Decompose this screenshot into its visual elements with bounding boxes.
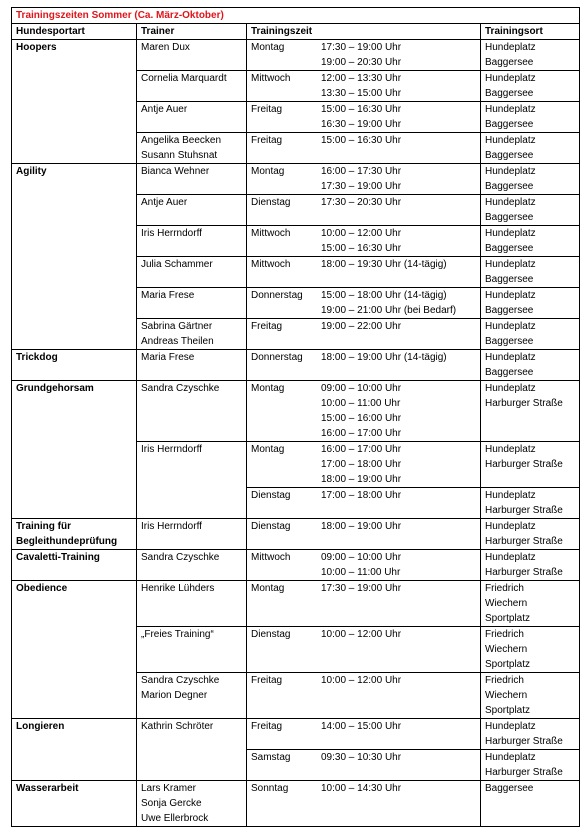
location-cell xyxy=(481,750,580,781)
trainer-cell xyxy=(137,550,247,581)
day-label: Dienstag xyxy=(251,629,291,640)
header-zeit: Trainingszeit xyxy=(247,24,481,40)
time-value: 17:30 – 20:30 Uhr xyxy=(321,197,402,208)
time-cell xyxy=(247,673,481,719)
time-line xyxy=(251,288,476,303)
time-line xyxy=(251,581,476,596)
location-line: Hundeplatz xyxy=(485,321,536,332)
trainer-cell xyxy=(137,781,247,827)
location-line: Baggersee xyxy=(485,57,534,68)
location-line: Hundeplatz xyxy=(485,490,536,501)
time-cell xyxy=(247,350,481,381)
table-row xyxy=(12,519,580,550)
time-cell xyxy=(247,381,481,442)
location-cell xyxy=(481,550,580,581)
table-row xyxy=(12,781,580,827)
trainer-cell xyxy=(137,226,247,257)
sport-label: Cavaletti-Training xyxy=(16,552,100,563)
time-line xyxy=(251,750,476,765)
time-value: 15:00 – 16:30 Uhr xyxy=(321,243,402,254)
day-label: Mittwoch xyxy=(251,259,291,270)
trainer-cell xyxy=(137,719,247,781)
location-line: Harburger Straße xyxy=(485,567,563,578)
trainer-name: Sandra Czyschke xyxy=(141,675,220,686)
time-value: 19:00 – 20:30 Uhr xyxy=(321,57,402,68)
table-row xyxy=(12,550,580,581)
location-line: Sportplatz xyxy=(485,613,531,624)
day-label: Freitag xyxy=(251,721,283,732)
location-line: Hundeplatz xyxy=(485,552,536,563)
time-value: 15:00 – 16:30 Uhr xyxy=(321,135,402,146)
day-label: Dienstag xyxy=(251,490,291,501)
location-line: Baggersee xyxy=(485,181,534,192)
day-label: Montag xyxy=(251,42,285,53)
time-line xyxy=(251,71,476,86)
trainer-name: Sandra Czyschke xyxy=(141,383,220,394)
trainer-cell xyxy=(137,627,247,673)
trainer-cell xyxy=(137,288,247,319)
day-label: Dienstag xyxy=(251,197,291,208)
trainer-name: Kathrin Schröter xyxy=(141,721,214,732)
day-label: Montag xyxy=(251,383,285,394)
location-line: Hundeplatz xyxy=(485,104,536,115)
trainer-cell xyxy=(137,519,247,550)
time-value: 10:00 – 12:00 Uhr xyxy=(321,675,402,686)
location-line: Baggersee xyxy=(485,212,534,223)
location-line: Hundeplatz xyxy=(485,197,536,208)
trainer-cell xyxy=(137,381,247,442)
time-line xyxy=(251,164,476,179)
trainer-name: Henrike Lühders xyxy=(141,583,215,594)
trainer-name: Sandra Czyschke xyxy=(141,552,220,563)
location-cell xyxy=(481,627,580,673)
sport-cell xyxy=(12,719,137,781)
time-value: 18:00 – 19:00 Uhr xyxy=(321,521,402,532)
trainer-cell xyxy=(137,319,247,350)
location-line: Baggersee xyxy=(485,305,534,316)
sport-cell xyxy=(12,550,137,581)
day-label: Samstag xyxy=(251,752,291,763)
time-value: 16:30 – 19:00 Uhr xyxy=(321,119,402,130)
location-cell xyxy=(481,781,580,827)
trainer-name: Bianca Wehner xyxy=(141,166,210,177)
time-line xyxy=(251,55,476,70)
trainer-name: Maren Dux xyxy=(141,42,190,53)
location-cell xyxy=(481,319,580,350)
location-line: Hundeplatz xyxy=(485,752,536,763)
day-label: Montag xyxy=(251,166,285,177)
time-cell xyxy=(247,226,481,257)
schedule-table xyxy=(11,7,580,827)
location-line: Wiechern xyxy=(485,598,528,609)
header-ort: Trainingsort xyxy=(481,24,580,40)
time-value: 12:00 – 13:30 Uhr xyxy=(321,73,402,84)
sport-cell xyxy=(12,519,137,550)
day-label: Freitag xyxy=(251,135,283,146)
time-line xyxy=(251,241,476,256)
time-cell xyxy=(247,319,481,350)
day-label: Mittwoch xyxy=(251,73,291,84)
location-line: Harburger Straße xyxy=(485,536,563,547)
time-value: 10:00 – 12:00 Uhr xyxy=(321,228,402,239)
table-row xyxy=(12,719,580,750)
time-value: 13:30 – 15:00 Uhr xyxy=(321,88,402,99)
location-line: Baggersee xyxy=(485,88,534,99)
location-line: Harburger Straße xyxy=(485,459,563,470)
sport-cell xyxy=(12,164,137,350)
header-trainer: Trainer xyxy=(137,24,247,40)
day-label: Donnerstag xyxy=(251,352,303,363)
location-cell xyxy=(481,350,580,381)
time-value: 10:00 – 14:30 Uhr xyxy=(321,783,402,794)
time-line xyxy=(251,396,476,411)
location-cell xyxy=(481,442,580,488)
time-value: 17:00 – 18:00 Uhr xyxy=(321,459,402,470)
sport-label: Obedience xyxy=(16,583,68,594)
location-line: Hundeplatz xyxy=(485,228,536,239)
trainer-name: Lars Kramer xyxy=(141,783,197,794)
time-line xyxy=(251,226,476,241)
time-cell xyxy=(247,519,481,550)
time-value: 15:00 – 16:30 Uhr xyxy=(321,104,402,115)
time-line xyxy=(251,673,476,688)
location-cell xyxy=(481,673,580,719)
time-line xyxy=(251,102,476,117)
sport-cell xyxy=(12,581,137,719)
trainer-name: Maria Frese xyxy=(141,290,195,301)
location-cell xyxy=(481,719,580,750)
day-label: Mittwoch xyxy=(251,228,291,239)
time-cell xyxy=(247,164,481,195)
time-line xyxy=(251,411,476,426)
time-cell xyxy=(247,40,481,71)
time-cell xyxy=(247,750,481,781)
time-line xyxy=(251,350,476,365)
location-line: Hundeplatz xyxy=(485,166,536,177)
time-line xyxy=(251,195,476,210)
day-label: Freitag xyxy=(251,675,283,686)
location-cell xyxy=(481,581,580,627)
time-value: 09:00 – 10:00 Uhr xyxy=(321,552,402,563)
location-cell xyxy=(481,195,580,226)
location-line: Baggersee xyxy=(485,783,534,794)
location-line: Hundeplatz xyxy=(485,444,536,455)
sport-label: Hoopers xyxy=(16,42,57,53)
time-value: 16:00 – 17:30 Uhr xyxy=(321,166,402,177)
trainer-name: Marion Degner xyxy=(141,690,208,701)
location-cell xyxy=(481,257,580,288)
trainer-name: Antje Auer xyxy=(141,104,188,115)
time-line xyxy=(251,457,476,472)
time-line xyxy=(251,179,476,194)
time-value: 15:00 – 18:00 Uhr (14-tägig) xyxy=(321,290,447,301)
location-line: Baggersee xyxy=(485,119,534,130)
location-line: Hundeplatz xyxy=(485,135,536,146)
time-cell xyxy=(247,627,481,673)
time-cell xyxy=(247,257,481,288)
location-line: Friedrich xyxy=(485,583,524,594)
table-title: Trainingszeiten Sommer (Ca. März-Oktober) xyxy=(12,8,580,24)
time-line xyxy=(251,381,476,396)
time-value: 14:00 – 15:00 Uhr xyxy=(321,721,402,732)
time-line xyxy=(251,627,476,642)
time-cell xyxy=(247,102,481,133)
time-value: 15:00 – 16:00 Uhr xyxy=(321,413,402,424)
location-line: Friedrich xyxy=(485,675,524,686)
time-line xyxy=(251,133,476,148)
trainer-name: Angelika Beecken xyxy=(141,135,222,146)
time-cell xyxy=(247,550,481,581)
day-label: Montag xyxy=(251,583,285,594)
time-line xyxy=(251,86,476,101)
day-label: Donnerstag xyxy=(251,290,303,301)
location-cell xyxy=(481,226,580,257)
trainer-name: Antje Auer xyxy=(141,197,188,208)
location-line: Baggersee xyxy=(485,274,534,285)
location-cell xyxy=(481,102,580,133)
location-line: Hundeplatz xyxy=(485,73,536,84)
trainer-cell xyxy=(137,581,247,627)
time-value: 09:30 – 10:30 Uhr xyxy=(321,752,402,763)
location-cell xyxy=(481,40,580,71)
time-cell xyxy=(247,133,481,164)
sport-label: Grundgehorsam xyxy=(16,383,94,394)
trainer-cell xyxy=(137,195,247,226)
location-line: Harburger Straße xyxy=(485,736,563,747)
time-value: 17:30 – 19:00 Uhr xyxy=(321,181,402,192)
location-line: Baggersee xyxy=(485,150,534,161)
sport-label: Longieren xyxy=(16,721,65,732)
time-cell xyxy=(247,195,481,226)
time-line xyxy=(251,519,476,534)
location-line: Hundeplatz xyxy=(485,352,536,363)
location-line: Hundeplatz xyxy=(485,290,536,301)
trainer-cell xyxy=(137,442,247,519)
header-sport: Hundesportart xyxy=(12,24,137,40)
time-cell xyxy=(247,719,481,750)
time-value: 18:00 – 19:00 Uhr xyxy=(321,474,402,485)
trainer-name: Julia Schammer xyxy=(141,259,213,270)
time-line xyxy=(251,565,476,580)
trainer-name: Andreas Theilen xyxy=(141,336,214,347)
trainer-name: Uwe Ellerbrock xyxy=(141,813,209,824)
sport-label: Agility xyxy=(16,166,47,177)
table-row xyxy=(12,381,580,442)
time-value: 17:00 – 18:00 Uhr xyxy=(321,490,402,501)
trainer-name: Maria Frese xyxy=(141,352,195,363)
location-line: Sportplatz xyxy=(485,659,531,670)
time-value: 16:00 – 17:00 Uhr xyxy=(321,428,402,439)
table-row xyxy=(12,40,580,71)
location-line: Harburger Straße xyxy=(485,767,563,778)
time-line xyxy=(251,40,476,55)
time-cell xyxy=(247,442,481,488)
sport-cell xyxy=(12,381,137,519)
time-line xyxy=(251,303,476,318)
location-cell xyxy=(481,488,580,519)
location-line: Friedrich xyxy=(485,629,524,640)
location-line: Harburger Straße xyxy=(485,398,563,409)
time-line xyxy=(251,472,476,487)
location-line: Harburger Straße xyxy=(485,505,563,516)
location-line: Hundeplatz xyxy=(485,721,536,732)
trainer-name: Sonja Gercke xyxy=(141,798,202,809)
time-line xyxy=(251,488,476,503)
schedule-sheet xyxy=(11,7,579,827)
trainer-name: „Freies Training“ xyxy=(141,629,214,640)
time-cell xyxy=(247,581,481,627)
trainer-cell xyxy=(137,164,247,195)
time-value: 10:00 – 11:00 Uhr xyxy=(321,398,401,409)
time-cell xyxy=(247,71,481,102)
trainer-name: Iris Herrndorff xyxy=(141,444,202,455)
trainer-cell xyxy=(137,350,247,381)
location-line: Hundeplatz xyxy=(485,383,536,394)
sport-cell xyxy=(12,350,137,381)
trainer-name: Cornelia Marquardt xyxy=(141,73,227,84)
table-row xyxy=(12,164,580,195)
trainer-cell xyxy=(137,133,247,164)
day-label: Montag xyxy=(251,444,285,455)
trainer-cell xyxy=(137,673,247,719)
location-cell xyxy=(481,381,580,442)
trainer-name: Sabrina Gärtner xyxy=(141,321,213,332)
time-value: 18:00 – 19:30 Uhr (14-tägig) xyxy=(321,259,447,270)
time-line xyxy=(251,550,476,565)
sport-label: Wasserarbeit xyxy=(16,783,79,794)
time-value: 17:30 – 19:00 Uhr xyxy=(321,583,402,594)
day-label: Dienstag xyxy=(251,521,291,532)
time-value: 18:00 – 19:00 Uhr (14-tägig) xyxy=(321,352,447,363)
trainer-cell xyxy=(137,71,247,102)
sport-label: Training für Begleithundeprüfung xyxy=(16,521,118,547)
location-line: Wiechern xyxy=(485,690,528,701)
location-line: Hundeplatz xyxy=(485,521,536,532)
sport-cell xyxy=(12,40,137,164)
sport-label: Trickdog xyxy=(16,352,58,363)
location-cell xyxy=(481,164,580,195)
location-cell xyxy=(481,133,580,164)
day-label: Mittwoch xyxy=(251,552,291,563)
location-cell xyxy=(481,519,580,550)
trainer-name: Iris Herrndorff xyxy=(141,228,202,239)
time-value: 10:00 – 12:00 Uhr xyxy=(321,629,402,640)
time-line xyxy=(251,319,476,334)
time-line xyxy=(251,442,476,457)
time-cell xyxy=(247,288,481,319)
table-row xyxy=(12,581,580,627)
time-value: 10:00 – 11:00 Uhr xyxy=(321,567,401,578)
time-value: 19:00 – 21:00 Uhr (bei Bedarf) xyxy=(321,305,457,316)
trainer-name: Susann Stuhsnat xyxy=(141,150,218,161)
table-row xyxy=(12,350,580,381)
location-line: Baggersee xyxy=(485,367,534,378)
time-value: 17:30 – 19:00 Uhr xyxy=(321,42,402,53)
location-line: Baggersee xyxy=(485,243,534,254)
time-line xyxy=(251,257,476,272)
location-line: Baggersee xyxy=(485,336,534,347)
time-cell xyxy=(247,781,481,827)
location-cell xyxy=(481,288,580,319)
trainer-cell xyxy=(137,40,247,71)
location-line: Wiechern xyxy=(485,644,528,655)
day-label: Freitag xyxy=(251,104,283,115)
trainer-name: Iris Herrndorff xyxy=(141,521,202,532)
time-value: 19:00 – 22:00 Uhr xyxy=(321,321,402,332)
time-cell xyxy=(247,488,481,519)
time-value: 09:00 – 10:00 Uhr xyxy=(321,383,402,394)
location-line: Sportplatz xyxy=(485,705,531,716)
day-label: Freitag xyxy=(251,321,283,332)
time-line xyxy=(251,781,476,796)
trainer-cell xyxy=(137,257,247,288)
time-line xyxy=(251,719,476,734)
time-value: 16:00 – 17:00 Uhr xyxy=(321,444,402,455)
location-line: Hundeplatz xyxy=(485,42,536,53)
sport-cell xyxy=(12,781,137,827)
time-line xyxy=(251,426,476,441)
location-line: Hundeplatz xyxy=(485,259,536,270)
day-label: Sonntag xyxy=(251,783,289,794)
location-cell xyxy=(481,71,580,102)
trainer-cell xyxy=(137,102,247,133)
time-line xyxy=(251,117,476,132)
